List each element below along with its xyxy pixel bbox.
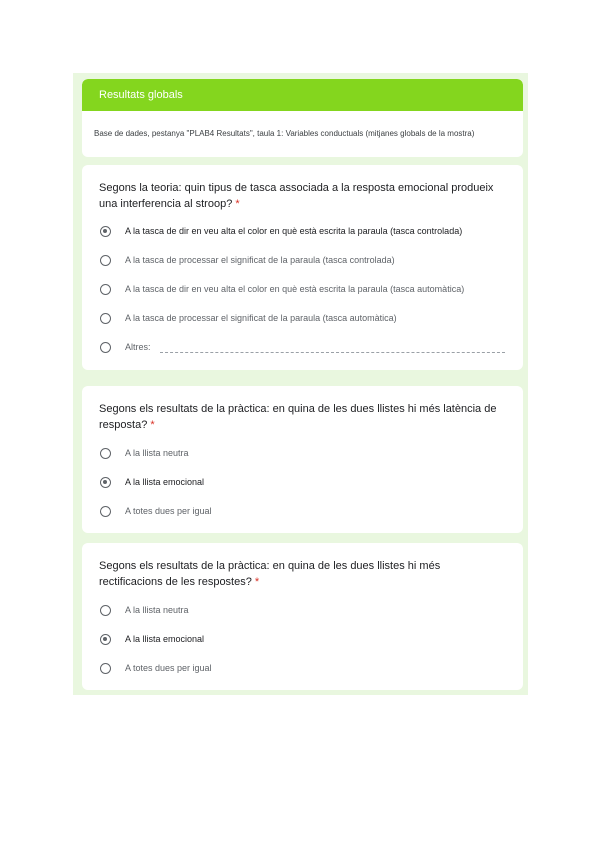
other-text-input[interactable] — [160, 352, 505, 353]
radio-unchecked-icon[interactable] — [100, 284, 111, 295]
option-label: A totes dues per igual — [125, 506, 212, 516]
radio-option[interactable] — [100, 444, 189, 462]
radio-unchecked-icon[interactable] — [100, 506, 111, 517]
section-card — [82, 79, 523, 157]
radio-checked-icon[interactable] — [100, 634, 111, 645]
section-description: Base de dades, pestanya "PLAB4 Resultats", taula 1: Variables conductuals (mitjanes globals de la mostra) — [94, 129, 475, 138]
question-card-3 — [82, 543, 523, 690]
radio-option[interactable] — [100, 309, 397, 327]
option-label: Altres: — [125, 342, 151, 352]
radio-unchecked-icon[interactable] — [100, 448, 111, 459]
radio-option[interactable] — [100, 601, 189, 619]
option-label: A la llista neutra — [125, 448, 189, 458]
radio-unchecked-icon[interactable] — [100, 663, 111, 674]
question-title: Segons la teoria: quin tipus de tasca associada a la resposta emocional produeix una interferencia al stroop? * — [99, 182, 494, 210]
radio-option[interactable] — [100, 659, 212, 677]
question-title: Segons els resultats de la pràctica: en quina de les dues llistes hi més latència de resposta? * — [99, 403, 497, 431]
radio-option[interactable] — [100, 630, 204, 648]
radio-option[interactable] — [100, 280, 464, 298]
radio-option-other[interactable] — [100, 338, 505, 356]
required-marker: * — [235, 198, 240, 210]
option-label: A la tasca de processar el significat de la paraula (tasca controlada) — [125, 255, 395, 265]
radio-option[interactable] — [100, 502, 212, 520]
radio-unchecked-icon[interactable] — [100, 342, 111, 353]
question-card-1 — [82, 165, 523, 370]
radio-unchecked-icon[interactable] — [100, 255, 111, 266]
radio-checked-icon[interactable] — [100, 226, 111, 237]
radio-unchecked-icon[interactable] — [100, 605, 111, 616]
required-marker: * — [150, 419, 155, 431]
radio-option[interactable] — [100, 222, 462, 240]
radio-unchecked-icon[interactable] — [100, 313, 111, 324]
option-label: A la llista neutra — [125, 605, 189, 615]
radio-checked-icon[interactable] — [100, 477, 111, 488]
radio-option[interactable] — [100, 251, 395, 269]
option-label: A totes dues per igual — [125, 663, 212, 673]
option-label: A la llista emocional — [125, 634, 205, 644]
option-label: A la tasca de dir en veu alta el color en què està escrita la paraula (tasca automàtica) — [125, 284, 465, 294]
question-title: Segons els resultats de la pràctica: en quina de les dues llistes hi més rectificacions de les respostes? * — [99, 560, 441, 588]
radio-option[interactable] — [100, 473, 204, 491]
question-card-2 — [82, 386, 523, 533]
option-label: A la tasca de processar el significat de la paraula (tasca automàtica) — [125, 313, 397, 323]
required-marker: * — [254, 576, 260, 588]
option-label: A la llista emocional — [125, 477, 205, 487]
option-label: A la tasca de dir en veu alta el color en què està escrita la paraula (tasca controlada) — [125, 226, 463, 236]
section-title: Resultats globals — [82, 79, 523, 111]
